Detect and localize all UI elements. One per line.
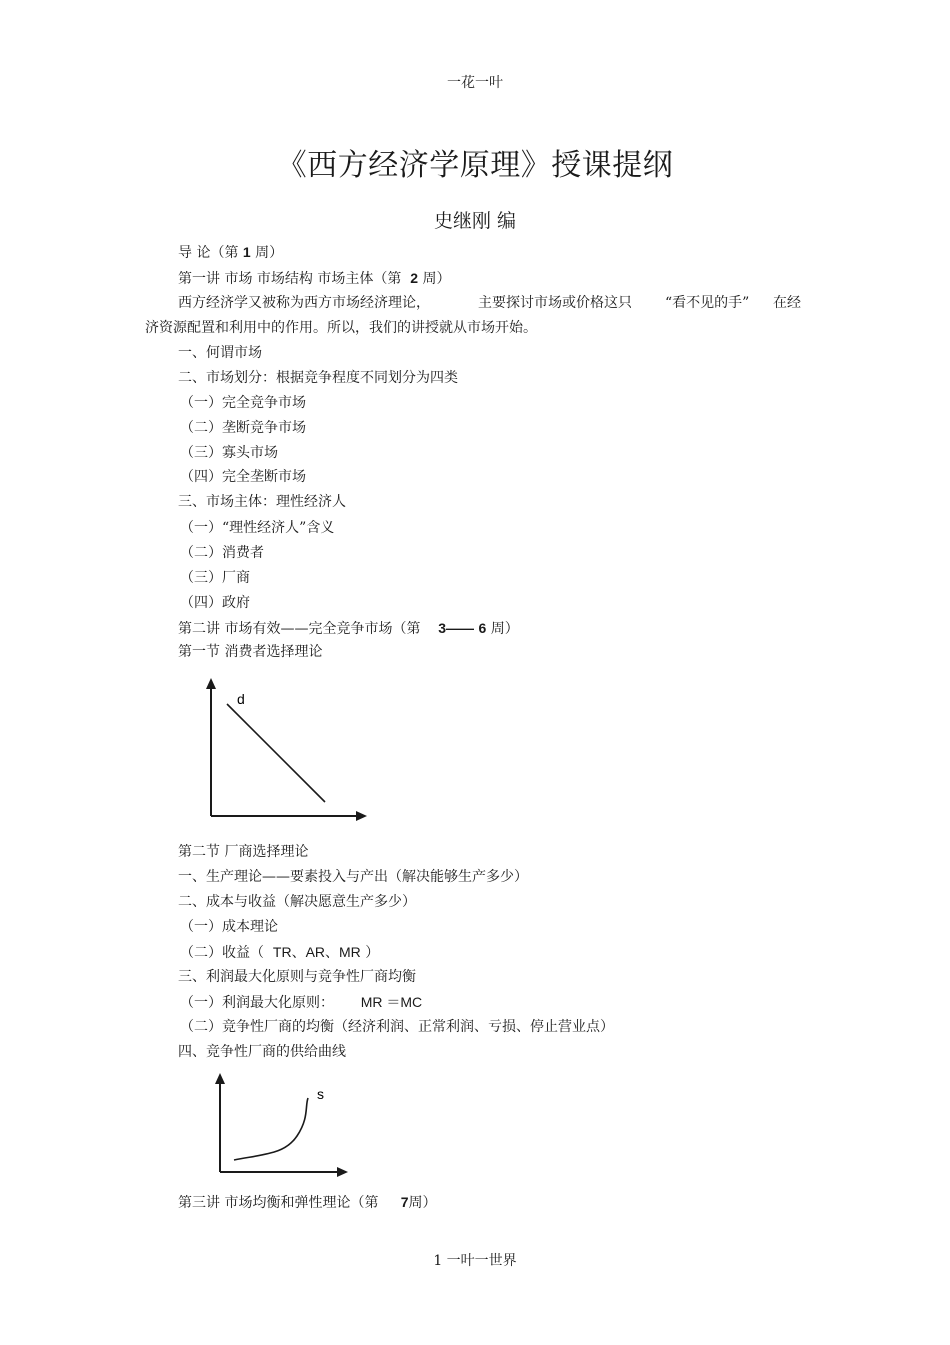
- week-number: 3——: [438, 620, 475, 636]
- outline-item: （一）完全竞争市场: [180, 395, 306, 411]
- text-segment: 周）: [490, 621, 519, 637]
- supply-curve-figure: [205, 1070, 365, 1190]
- demand-curve-figure: [195, 676, 375, 826]
- text-segment: （一）利润最大化原则：: [180, 995, 334, 1011]
- lecture-1-heading: [178, 269, 451, 288]
- week-number: 7: [400, 1194, 409, 1210]
- outline-item: 三、利润最大化原则与竞争性厂商均衡: [178, 969, 416, 985]
- section-heading: 第二节 厂商选择理论: [178, 844, 309, 860]
- outline-item: （一）“理性经济人”含义: [180, 520, 335, 536]
- outline-item: 二、成本与收益（解决愿意生产多少）: [178, 894, 416, 910]
- author-line: 史继刚 编: [433, 210, 517, 232]
- x-axis-arrow: [337, 1167, 348, 1177]
- outline-item: （二）垄断竞争市场: [180, 420, 306, 436]
- text-segment: 第三讲 市场均衡和弹性理论（第: [178, 1195, 379, 1211]
- week-number: 2: [410, 270, 419, 286]
- demand-line: [227, 704, 325, 802]
- y-axis-arrow: [215, 1073, 225, 1084]
- text-segment: 第一讲 市场 市场结构 市场主体（第: [178, 271, 402, 287]
- text-segment: 周）: [422, 271, 451, 287]
- outline-item: 一、何谓市场: [178, 345, 262, 361]
- text-segment: 导 论（第: [178, 245, 239, 261]
- outline-item: （四）完全垄断市场: [180, 469, 306, 485]
- x-axis-arrow: [356, 811, 367, 821]
- outline-item: [180, 993, 422, 1012]
- lecture-3-heading: [178, 1193, 437, 1212]
- outline-item: （三）厂商: [180, 570, 250, 586]
- text-segment: 第二讲 市场有效——完全竞争市场（第: [178, 621, 421, 637]
- outline-item: 一、生产理论——要素投入与产出（解决能够生产多少）: [178, 869, 528, 885]
- supply-curve: [234, 1098, 308, 1160]
- document-title: 《西方经济学原理》授课提纲: [276, 148, 674, 183]
- text-segment: ）: [365, 945, 380, 961]
- supply-curve-label: s: [317, 1086, 324, 1102]
- text-segment: 周）: [255, 245, 284, 261]
- lecture-2-heading: [178, 619, 519, 638]
- intro-line: [178, 243, 283, 262]
- page-footer: 1 一叶一世界: [433, 1253, 517, 1269]
- formula: MR ＝MC: [360, 994, 423, 1010]
- week-number: 1: [242, 244, 251, 260]
- section-heading: 第一节 消费者选择理论: [178, 644, 323, 660]
- outline-item: （二）竞争性厂商的均衡（经济利润、正常利润、亏损、停止营业点）: [180, 1019, 614, 1035]
- outline-item: [180, 943, 379, 962]
- demand-curve-label: d: [237, 691, 245, 707]
- text-segment: 周）: [408, 1195, 437, 1211]
- outline-item: （二）消费者: [180, 545, 264, 561]
- outline-item: 三、市场主体：理性经济人: [178, 494, 346, 510]
- outline-item: 四、竞争性厂商的供给曲线: [178, 1044, 346, 1060]
- outline-item: （三）寡头市场: [180, 445, 278, 461]
- paragraph-line: 西方经济学又被称为西方市场经济理论，: [178, 295, 430, 311]
- outline-item: （四）政府: [180, 595, 250, 611]
- paragraph-line: 主要探讨市场或价格这只: [478, 295, 632, 311]
- week-number: 6: [478, 620, 487, 636]
- text-segment: （二）收益（: [180, 945, 264, 961]
- y-axis-arrow: [206, 678, 216, 689]
- outline-item: 二、市场划分：根据竞争程度不同划分为四类: [178, 370, 458, 386]
- paragraph-line: 在经: [773, 295, 801, 311]
- outline-item: （一）成本理论: [180, 919, 278, 935]
- paragraph-line: “看不见的手”: [665, 295, 750, 311]
- page-header: 一花一叶: [447, 75, 503, 91]
- paragraph-line: 济资源配置和利用中的作用。所以，我们的讲授就从市场开始。: [145, 320, 537, 336]
- revenue-terms: TR、AR、MR: [272, 944, 361, 960]
